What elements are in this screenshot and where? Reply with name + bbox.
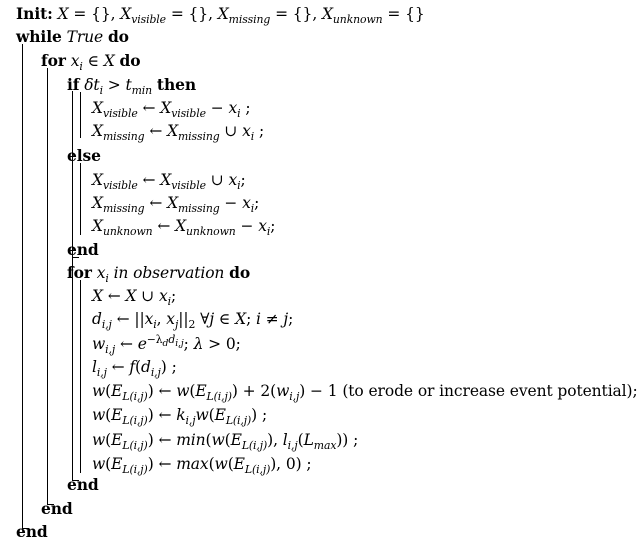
while-body-bar [22, 44, 23, 528]
else-keyword: else [67, 146, 101, 165]
for-keyword: for [67, 263, 92, 282]
algo-line-missing-add: $X_{missing}$ ← $X_{missing}$ ∪ $x_i$ ; [92, 122, 265, 143]
algo-line-missing-remove: $X_{missing}$ ← $X_{missing} - x_i$; [92, 194, 260, 215]
algo-line-end-if [67, 240, 99, 260]
algo-line-visible-remove: $X_{visible}$ ← $X_{visible} - x_i$ ; [92, 99, 251, 120]
algo-line-while: while True do [16, 27, 129, 46]
algo-line-if: if $\delta t_i > t_{min}$ then [67, 75, 197, 97]
algo-line-init: Init: X = {}, $X_{visible}$ = {}, $X_{missing}$ = {}, $X_{unknown}$ = {} [16, 4, 425, 26]
algo-line-weight: $w_{i,j}$ ← $e^{-\lambda_dd_{i,j}}$; λ > 0; [92, 332, 241, 356]
algo-line-end-while [16, 522, 48, 542]
algo-line-end-inner-for [67, 475, 99, 495]
algo-line-visible-add: $X_{visible}$ ← $X_{visible}$ ∪ $x_i$; [92, 171, 246, 192]
else-branch-bar [80, 163, 81, 235]
algo-line-event-potential: $w(E_{L(i,j)})$ ← $w(E_{L(i,j)}) + 2(w_{i,j}) - 1$ (to erode or increase event potential); [92, 382, 638, 403]
algo-line-clamp-min: $w(E_{L(i,j)})$ ← $\min(w(E_{L(i,j)})$, $l_{i,j}(L_{max})$) ; [92, 431, 359, 452]
then-branch-bar [80, 92, 81, 138]
while-keyword: while [16, 27, 62, 46]
init-keyword: Init: [16, 4, 53, 23]
algo-line-unknown-remove: $X_{unknown}$ ← $X_{unknown} - x_i$; [92, 217, 276, 238]
algo-line-scale: $w(E_{L(i,j)})$ ← $k_{i,j}w(E_{L(i,j)})$ ; [92, 406, 268, 427]
algo-line-else [67, 146, 101, 166]
algo-line-inner-for: for $x_i$ in observation do [67, 263, 251, 285]
inner-for-body-bar [72, 279, 73, 480]
end-keyword: end [41, 499, 73, 518]
algo-line-x-union: X ← X ∪ $x_i$; [92, 287, 177, 308]
for-keyword: for [41, 51, 66, 70]
if-keyword: if [67, 75, 80, 94]
inner-for-statements-bar [80, 280, 81, 473]
algo-line-distance: $d_{i,j}$ ← $||x_i$, $x_j||_2$ ∀j ∈ X; i ≠ j; [92, 310, 294, 331]
algo-line-l-func: $l_{i,j}$ ← $f(d_{i,j})$ ; [92, 358, 177, 379]
comment-text: (to erode or increase event potential) [342, 382, 633, 400]
end-keyword: end [67, 475, 99, 494]
end-keyword: end [67, 240, 99, 259]
algo-line-outer-for: for $x_i$ ∈ X do [41, 51, 141, 73]
outer-for-body-bar [47, 68, 48, 504]
end-keyword: end [16, 522, 48, 541]
algo-line-end-outer-for [41, 499, 73, 519]
algo-line-clamp-max: $w(E_{L(i,j)})$ ← $\max(w(E_{L(i,j)})$, 0) ; [92, 455, 312, 476]
